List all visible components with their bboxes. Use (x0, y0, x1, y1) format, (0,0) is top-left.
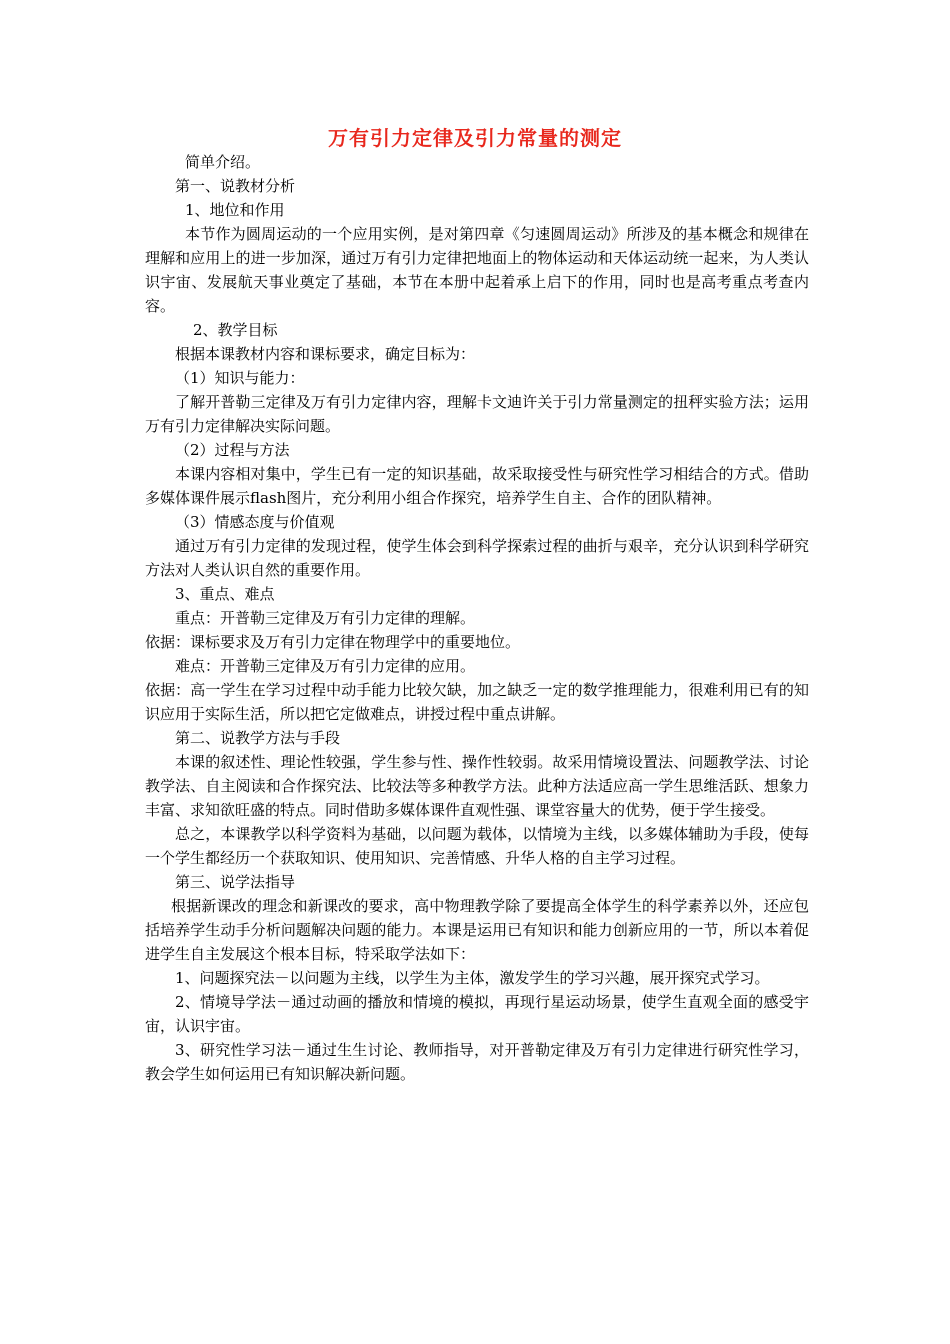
paragraph: 重点：开普勒三定律及万有引力定律的理解。 (175, 609, 476, 627)
paragraph: 1、问题探究法－以问题为主线，以学生为主体，激发学生的学习兴趣，展开探究式学习。 (175, 969, 770, 987)
paragraph: 3、重点、难点 (175, 585, 275, 603)
paragraph: 2、教学目标 (193, 321, 278, 339)
paragraph: 依据：课标要求及万有引力定律在物理学中的重要地位。 (145, 633, 521, 651)
document-body (145, 150, 809, 1086)
paragraph: 通过万有引力定律的发现过程，使学生体会到科学探索过程的曲折与艰辛，充分认识到科学研究方法对人类认识自然的重要作用。 (145, 537, 809, 579)
paragraph: （3）情感态度与价值观 (175, 513, 335, 531)
paragraph: （2）过程与方法 (175, 441, 290, 459)
paragraph: 2、情境导学法－通过动画的播放和情境的模拟，再现行星运动场景，使学生直观全面的感受宇宙，认识宇宙。 (145, 993, 809, 1035)
paragraph: 第三、说学法指导 (175, 873, 296, 891)
paragraph: 本课的叙述性、理论性较强，学生参与性、操作性较弱。故采用情境设置法、问题教学法、讨论教学法、自主阅读和合作探究法、比较法等多种教学方法。此种方法适应高一学生思维活跃、想象力丰富、求知欲旺盛的特点。同时借助多媒体课件直观性强、课堂容量大的优势，便于学生接受。 (145, 753, 809, 819)
paragraph: 1、地位和作用 (185, 201, 285, 219)
paragraph: 了解开普勒三定律及万有引力定律内容，理解卡文迪许关于引力常量测定的扭秤实验方法；运用万有引力定律解决实际问题。 (145, 393, 809, 435)
paragraph: 总之，本课教学以科学资料为基础，以问题为载体，以情境为主线，以多媒体辅助为手段，使每一个学生都经历一个获取知识、使用知识、完善情感、升华人格的自主学习过程。 (145, 825, 809, 867)
paragraph: 本节作为圆周运动的一个应用实例，是对第四章《匀速圆周运动》所涉及的基本概念和规律在理解和应用上的进一步加深，通过万有引力定律把地面上的物体运动和天体运动统一起来，为人类认识宇宙、发展航天事业奠定了基础，本节在本册中起着承上启下的作用，同时也是高考重点考查内容。 (145, 225, 809, 315)
paragraph: 简单介绍。 (185, 153, 261, 171)
paragraph: 第一、说教材分析 (175, 177, 296, 195)
paragraph: 难点：开普勒三定律及万有引力定律的应用。 (175, 657, 476, 675)
paragraph: 本课内容相对集中，学生已有一定的知识基础，故采取接受性与研究性学习相结合的方式。借助多媒体课件展示flash图片，充分利用小组合作探究，培养学生自主、合作的团队精神。 (145, 465, 809, 507)
paragraph: 第二、说教学方法与手段 (175, 729, 341, 747)
paragraph: 根据本课教材内容和课标要求，确定目标为： (175, 345, 476, 363)
paragraph: 3、研究性学习法－通过生生讨论、教师指导，对开普勒定律及万有引力定律进行研究性学习，教会学生如何运用已有知识解决新问题。 (145, 1041, 809, 1083)
paragraph: 根据新课改的理念和新课改的要求，高中物理教学除了要提高全体学生的科学素养以外，还应包括培养学生动手分析问题解决问题的能力。本课是运用已有知识和能力创新应用的一节，所以本着促进学生自主发展这个根本目标，特采取学法如下： (145, 897, 809, 963)
paragraph: （1）知识与能力： (175, 369, 305, 387)
paragraph: 依据：高一学生在学习过程中动手能力比较欠缺，加之缺乏一定的数学推理能力，很难利用已有的知识应用于实际生活，所以把它定做难点，讲授过程中重点讲解。 (145, 681, 809, 723)
document-title: 万有引力定律及引力常量的测定 (328, 126, 622, 150)
